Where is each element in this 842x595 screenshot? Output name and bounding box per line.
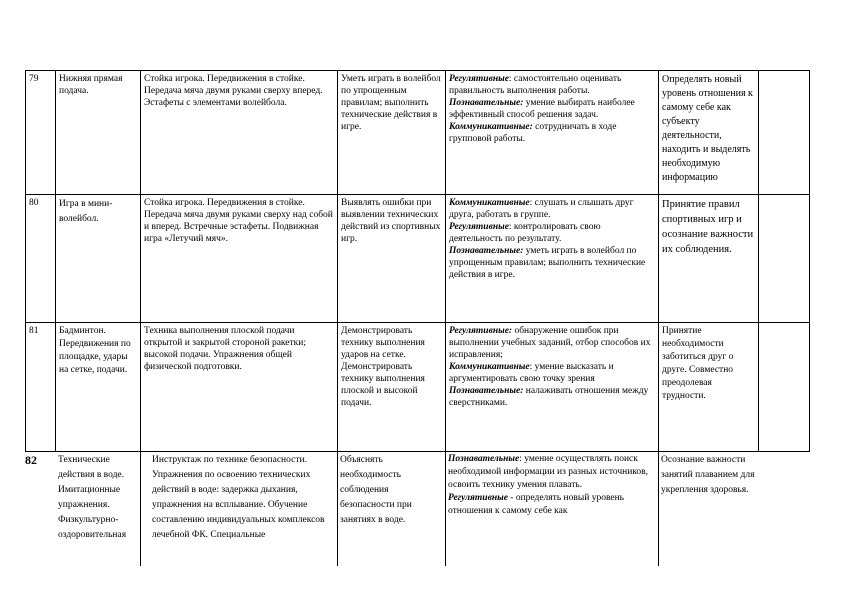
lesson-content: Техника выполнения плоской подачи открытой и закрытой стороной ракетки; высокой подачи. Упражнения общей физической подготовки. — [140, 323, 337, 451]
lesson-number: 81 — [25, 323, 55, 451]
column-divider — [140, 451, 141, 566]
table-row — [25, 70, 810, 195]
table-row — [25, 451, 810, 571]
lesson-uud — [445, 195, 658, 323]
lesson-content: Инструктаж по технике безопасности. Упражнения по освоению технических действий в воде: задержка дыхания, упражнения на всплывание. Обучение составлению индивидуальных комплексов лечебной ФК. Специальные — [152, 455, 325, 540]
lesson-topic: Технические действия в воде. Имитационные упражнения. Физкультурно-оздоровительная — [58, 455, 127, 540]
uud-label: Познавательные — [448, 454, 520, 464]
lesson-topic: Игра в мини-волейбол. — [55, 195, 140, 323]
uud-label: Познавательные: — [449, 98, 524, 108]
uud-text: налаживать отношения между сверстниками. — [449, 386, 649, 408]
lesson-personal: Определять новый уровень отношения к самому себе как субъекту деятельности, находить и выделять необходимую информацию — [658, 71, 758, 195]
lesson-skills: Демонстрировать технику выполнения ударов на сетке. Демонстрировать технику выполнения плоской и высокой подачи. — [337, 323, 445, 451]
empty-cell — [758, 323, 810, 451]
uud-text: : самостоятельно оценивать правильность выполнения работы. — [449, 74, 622, 96]
empty-cell — [758, 71, 810, 195]
lesson-topic: Бадминтон. Передвижения по площадке, удары на сетке, подачи. — [55, 323, 140, 451]
uud-text: : умение осуществлять поиск необходимой информации из разных источников, освоить технику умения плавать. — [448, 454, 649, 490]
uud-label: Регулятивные: — [449, 326, 513, 336]
uud-text: : слушать и слышать друг друга, работать в группе. — [449, 198, 634, 220]
uud-label: Коммуникативные — [449, 198, 530, 208]
column-divider — [337, 451, 338, 566]
uud-text: : контролировать свою деятельность по результату. — [449, 222, 601, 244]
uud-label: Коммуникативные — [449, 362, 530, 372]
uud-label: Регулятивные — [449, 74, 509, 84]
column-divider — [445, 451, 446, 566]
uud-text: умение выбирать наиболее эффективный способ решения задач. — [449, 98, 635, 120]
uud-label: Коммуникативные: — [449, 122, 533, 132]
table-row — [25, 322, 810, 452]
lesson-personal: Принятие необходимости заботиться друг о друге. Совместно преодолевая трудности. — [658, 323, 758, 451]
table-row — [25, 194, 810, 323]
uud-text: - определять новый уровень отношения к самому себе как — [448, 493, 625, 516]
lesson-skills: Выявлять ошибки при выявлении технических действий из спортивных игр. — [337, 195, 445, 323]
lesson-content: Стойка игрока. Передвижения в стойке. Передача мяча двумя руками сверху вперед. Эстафеты с элементами волейбола. — [140, 71, 337, 195]
lesson-uud — [445, 71, 658, 195]
lesson-skills: Объяснять необходимость соблюдения безопасности при занятиях в воде. — [340, 455, 412, 525]
lesson-content: Стойка игрока. Передвижения в стойке. Передача мяча двумя руками сверху над собой и вперед. Встречные эстафеты. Подвижная игра «Летучий мяч». — [140, 195, 337, 323]
lesson-personal: Осознание важности занятий плаванием для укрепления здоровья. — [661, 455, 755, 495]
lesson-number — [25, 451, 55, 571]
empty-cell — [758, 195, 810, 323]
uud-text: уметь играть в волейбол по упрощенным правилам; выполнить технические действия в игре. — [449, 246, 646, 280]
lesson-uud — [445, 451, 658, 571]
lesson-topic: Нижняя прямая подача. — [55, 71, 140, 195]
uud-text: сотрудничать в ходе групповой работы. — [449, 122, 617, 144]
lesson-skills: Уметь играть в волейбол по упрощенным правилам; выполнить технические действия в игре. — [337, 71, 445, 195]
uud-label: Познавательные: — [449, 246, 524, 256]
lesson-number-text: 82 — [25, 453, 37, 467]
lesson-number: 79 — [25, 71, 55, 195]
lesson-uud — [445, 323, 658, 451]
lesson-number: 80 — [25, 195, 55, 323]
uud-label: Регулятивные — [448, 493, 508, 503]
uud-label: Познавательные: — [449, 386, 524, 396]
lesson-personal: Принятие правил спортивных игр и осознание важности их соблюдения. — [658, 195, 758, 323]
column-divider — [658, 451, 659, 566]
uud-text: обнаружение ошибок при выполнении учебных заданий, отбор способов их исправления; — [449, 326, 651, 360]
uud-text: : умение высказать и аргументировать свою точку зрения — [449, 362, 614, 384]
uud-label: Регулятивные — [449, 222, 509, 232]
